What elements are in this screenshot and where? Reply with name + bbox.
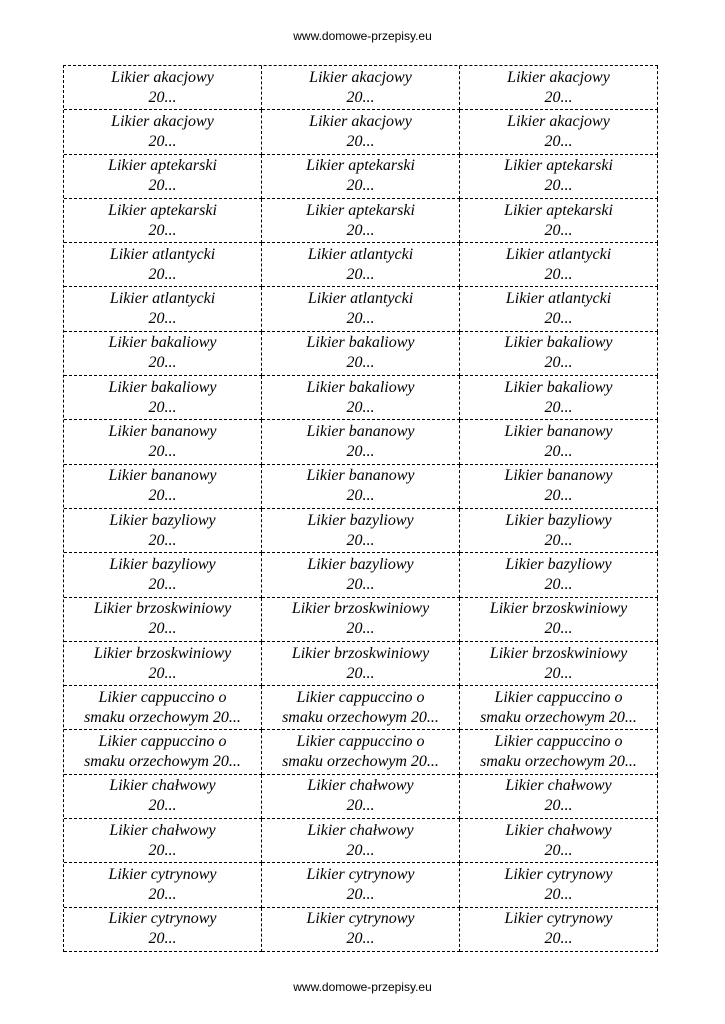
label-cell [64, 376, 262, 420]
label-cell [64, 243, 262, 287]
label-text: Likier akacjowy 20... [507, 112, 610, 150]
label-text: Likier bananowy 20... [306, 423, 415, 461]
label-cell [262, 819, 460, 863]
label-cell [460, 775, 658, 819]
label-cell [262, 287, 460, 331]
label-cell [262, 908, 460, 952]
label-text: Likier brzoskwiniowy 20... [93, 644, 232, 682]
label-text: Likier aptekarski 20... [306, 201, 415, 239]
label-cell [64, 819, 262, 863]
label-text: Likier atlantycki 20... [307, 290, 414, 328]
label-text: Likier aptekarski 20... [504, 201, 613, 239]
label-cell [64, 420, 262, 464]
label-text: Likier akacjowy 20... [309, 112, 412, 150]
label-cell [262, 509, 460, 553]
label-cell [460, 66, 658, 110]
label-text: Likier cytrynowy 20... [306, 910, 415, 948]
label-text: Likier bazyliowy 20... [505, 555, 612, 593]
label-cell [64, 730, 262, 774]
label-text: Likier bananowy 20... [504, 467, 613, 505]
label-text: Likier akacjowy 20... [111, 112, 214, 150]
label-text: Likier bakaliowy 20... [108, 334, 217, 372]
label-cell [460, 908, 658, 952]
label-cell [262, 775, 460, 819]
label-text: Likier atlantycki 20... [109, 290, 216, 328]
label-cell [460, 110, 658, 154]
label-text: Likier atlantycki 20... [505, 245, 612, 283]
label-cell [64, 110, 262, 154]
label-text: Likier cappuccino o smaku orzechowym 20... [480, 733, 637, 771]
label-text: Likier cappuccino o smaku orzechowym 20... [84, 733, 241, 771]
label-text: Likier bazyliowy 20... [109, 555, 216, 593]
label-cell [262, 465, 460, 509]
label-text: Likier bananowy 20... [306, 467, 415, 505]
label-text: Likier cappuccino o smaku orzechowym 20... [282, 733, 439, 771]
label-text: Likier bakaliowy 20... [504, 334, 613, 372]
label-cell [262, 686, 460, 730]
label-cell [460, 598, 658, 642]
label-cell [64, 686, 262, 730]
label-text: Likier chałwowy 20... [307, 777, 414, 815]
label-cell [460, 155, 658, 199]
label-text: Likier akacjowy 20... [309, 68, 412, 106]
label-cell [64, 863, 262, 907]
label-text: Likier bazyliowy 20... [109, 511, 216, 549]
label-text: Likier cytrynowy 20... [504, 910, 613, 948]
label-cell [262, 199, 460, 243]
label-text: Likier chałwowy 20... [505, 777, 612, 815]
label-cell [262, 155, 460, 199]
label-cell [460, 509, 658, 553]
label-cell [460, 243, 658, 287]
label-text: Likier cytrynowy 20... [108, 910, 217, 948]
label-text: Likier cytrynowy 20... [306, 865, 415, 903]
label-cell [64, 287, 262, 331]
label-text: Likier chałwowy 20... [109, 821, 216, 859]
label-text: Likier cappuccino o smaku orzechowym 20... [282, 688, 439, 726]
label-cell [64, 199, 262, 243]
label-cell [64, 553, 262, 597]
label-text: Likier cappuccino o smaku orzechowym 20... [480, 688, 637, 726]
label-text: Likier aptekarski 20... [504, 157, 613, 195]
label-cell [64, 465, 262, 509]
label-cell [262, 553, 460, 597]
label-cell [262, 110, 460, 154]
label-text: Likier akacjowy 20... [507, 68, 610, 106]
label-cell [64, 642, 262, 686]
label-cell [460, 465, 658, 509]
label-cell [64, 66, 262, 110]
label-cell [64, 155, 262, 199]
label-text: Likier cappuccino o smaku orzechowym 20... [84, 688, 241, 726]
label-text: Likier brzoskwiniowy 20... [291, 600, 430, 638]
label-cell [460, 287, 658, 331]
label-text: Likier akacjowy 20... [111, 68, 214, 106]
label-cell [262, 66, 460, 110]
label-text: Likier aptekarski 20... [108, 157, 217, 195]
label-text: Likier aptekarski 20... [108, 201, 217, 239]
label-text: Likier atlantycki 20... [505, 290, 612, 328]
label-text: Likier cytrynowy 20... [108, 865, 217, 903]
label-cell [460, 863, 658, 907]
label-text: Likier brzoskwiniowy 20... [489, 600, 628, 638]
site-footer-url: www.domowe-przepisy.eu [293, 980, 432, 994]
label-text: Likier aptekarski 20... [306, 157, 415, 195]
label-cell [64, 775, 262, 819]
label-cell [460, 199, 658, 243]
label-sheet [63, 65, 658, 952]
label-cell [262, 332, 460, 376]
label-cell [262, 730, 460, 774]
label-cell [460, 376, 658, 420]
label-cell [460, 553, 658, 597]
label-text: Likier bananowy 20... [504, 423, 613, 461]
site-header-url: www.domowe-przepisy.eu [293, 29, 432, 43]
label-text: Likier bananowy 20... [108, 467, 217, 505]
label-text: Likier brzoskwiniowy 20... [291, 644, 430, 682]
label-cell [64, 332, 262, 376]
label-text: Likier chałwowy 20... [505, 821, 612, 859]
label-cell [262, 598, 460, 642]
label-text: Likier chałwowy 20... [307, 821, 414, 859]
label-text: Likier cytrynowy 20... [504, 865, 613, 903]
label-text: Likier bazyliowy 20... [307, 511, 414, 549]
label-cell [460, 332, 658, 376]
label-cell [64, 509, 262, 553]
label-text: Likier bakaliowy 20... [108, 378, 217, 416]
label-cell [64, 598, 262, 642]
label-text: Likier bazyliowy 20... [505, 511, 612, 549]
label-cell [64, 908, 262, 952]
label-cell [460, 730, 658, 774]
label-text: Likier bakaliowy 20... [306, 334, 415, 372]
label-text: Likier chałwowy 20... [109, 777, 216, 815]
label-cell [460, 686, 658, 730]
label-text: Likier brzoskwiniowy 20... [93, 600, 232, 638]
label-cell [262, 420, 460, 464]
label-text: Likier bazyliowy 20... [307, 555, 414, 593]
label-text: Likier atlantycki 20... [109, 245, 216, 283]
label-cell [262, 243, 460, 287]
label-cell [262, 863, 460, 907]
label-cell [460, 819, 658, 863]
label-text: Likier bakaliowy 20... [504, 378, 613, 416]
label-text: Likier bananowy 20... [108, 423, 217, 461]
label-cell [262, 642, 460, 686]
label-text: Likier brzoskwiniowy 20... [489, 644, 628, 682]
label-cell [460, 420, 658, 464]
label-text: Likier atlantycki 20... [307, 245, 414, 283]
label-cell [262, 376, 460, 420]
label-cell [460, 642, 658, 686]
label-text: Likier bakaliowy 20... [306, 378, 415, 416]
